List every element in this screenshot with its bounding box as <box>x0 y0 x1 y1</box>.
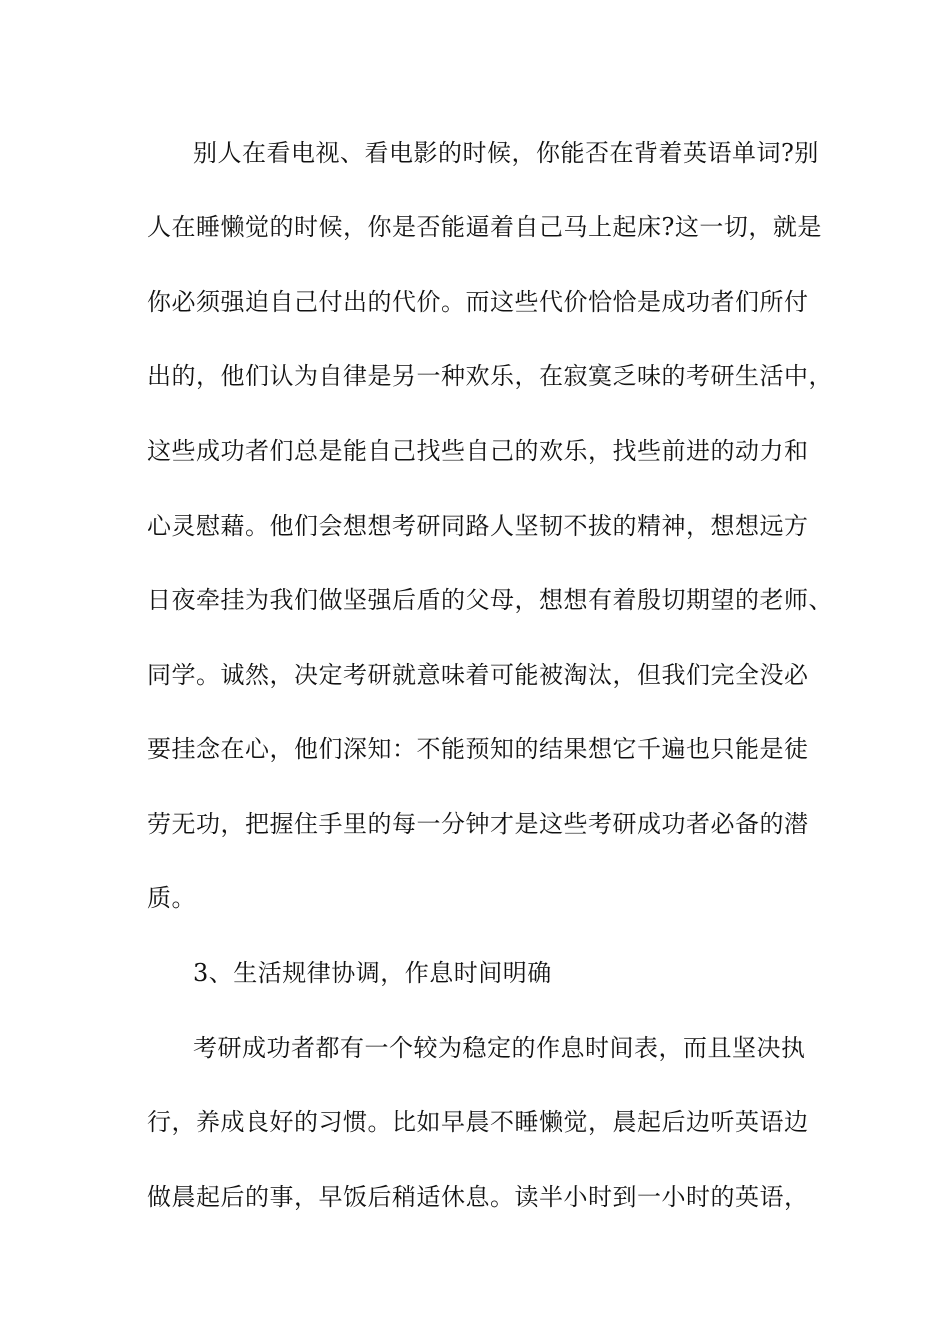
paragraph-line: 考研成功者都有一个较为稳定的作息时间表，而且坚决执 <box>193 1034 806 1062</box>
paragraph-line: 质。 <box>147 884 196 912</box>
paragraph-line: 行，养成良好的习惯。比如早晨不睡懒觉，晨起后边听英语边 <box>147 1108 809 1136</box>
paragraph-line: 做晨起后的事，早饭后稍适休息。读半小时到一小时的英语， <box>147 1183 809 1211</box>
paragraph-line: 劳无功，把握住手里的每一分钟才是这些考研成功者必备的潜 <box>147 810 809 838</box>
paragraph-line: 你必须强迫自己付出的代价。而这些代价恰恰是成功者们所付 <box>147 288 809 316</box>
paragraph-line: 同学。诚然，决定考研就意味着可能被淘汰，但我们完全没必 <box>147 661 809 689</box>
paragraph-line: 出的，他们认为自律是另一种欢乐，在寂寞乏味的考研生活中， <box>147 362 833 390</box>
section-heading: 3、生活规律协调，作息时间明确 <box>193 959 552 987</box>
paragraph-line: 要挂念在心，他们深知：不能预知的结果想它千遍也只能是徒 <box>147 735 809 763</box>
paragraph-line: 人在睡懒觉的时候，你是否能逼着自己马上起床?这一切，就是 <box>147 213 822 241</box>
paragraph-line: 这些成功者们总是能自己找些自己的欢乐，找些前进的动力和 <box>147 437 809 465</box>
paragraph-line: 心灵慰藉。他们会想想考研同路人坚韧不拔的精神，想想远方 <box>147 512 809 540</box>
paragraph-line: 日夜牵挂为我们做坚强后盾的父母，想想有着殷切期望的老师、 <box>147 586 833 614</box>
paragraph-line: 别人在看电视、看电影的时候，你能否在背着英语单词?别 <box>193 139 819 167</box>
